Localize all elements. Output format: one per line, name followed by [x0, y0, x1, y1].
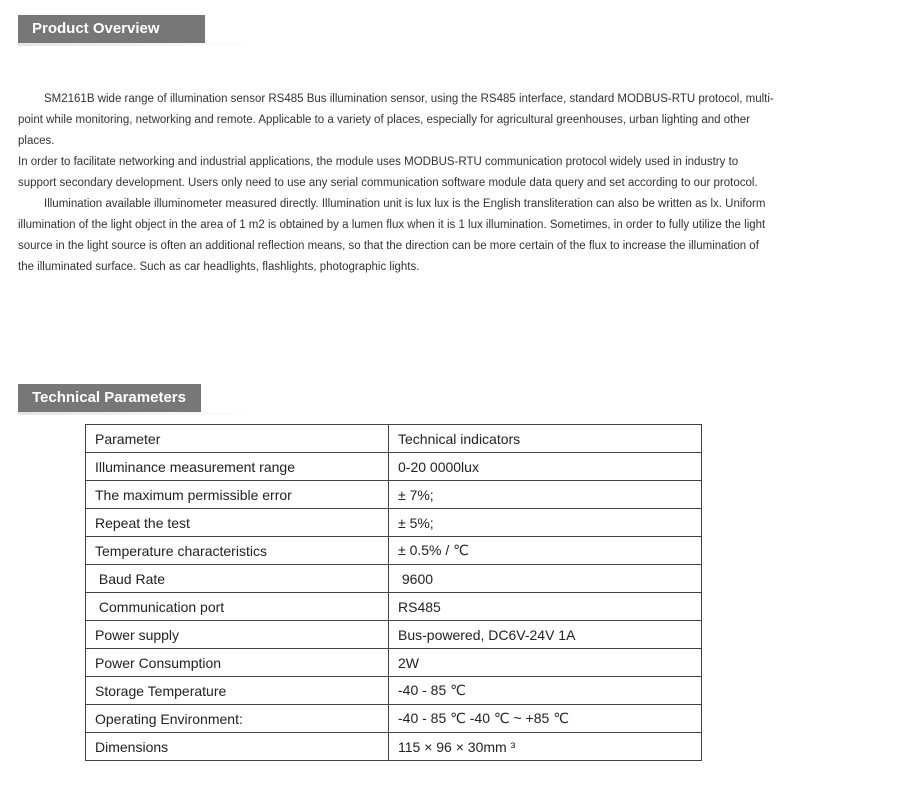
- parameter-cell: The maximum permissible error: [86, 481, 389, 509]
- value-cell: 115 × 96 × 30mm ³: [389, 733, 702, 761]
- parameter-cell: Dimensions: [86, 733, 389, 761]
- table-header-row: [86, 425, 702, 453]
- parameter-cell: Communication port: [86, 593, 389, 621]
- value-cell: -40 - 85 ℃ -40 ℃ ~ +85 ℃: [389, 705, 702, 733]
- value-cell: 9600: [389, 565, 702, 593]
- table-row: [86, 677, 702, 705]
- table-row: [86, 593, 702, 621]
- parameter-cell: Power supply: [86, 621, 389, 649]
- table-row: [86, 481, 702, 509]
- overview-paragraph-2: In order to facilitate networking and industrial applications, the module uses MODBUS-RTU communication protocol widely used in industry to support secondary development. Users only need to use any serial communication software module data query and set according to our protocol.: [18, 156, 758, 189]
- table-header-cell: Parameter: [86, 425, 389, 453]
- table-row: [86, 509, 702, 537]
- value-cell: ± 7%;: [389, 481, 702, 509]
- overview-paragraph-1: SM2161B wide range of illumination sensor RS485 Bus illumination sensor, using the RS485 interface, standard MODBUS-RTU protocol, multi-point while monitoring, networking and remote. Applicable to a variety of places, especially for agricultural greenhouses, urban lighting and other places.: [18, 93, 774, 147]
- header-shadow: [18, 43, 258, 46]
- parameter-cell: Storage Temperature: [86, 677, 389, 705]
- product-overview-text: [18, 89, 778, 278]
- parameter-cell: Baud Rate: [86, 565, 389, 593]
- parameter-cell: Repeat the test: [86, 509, 389, 537]
- value-cell: -40 - 85 ℃: [389, 677, 702, 705]
- table-row: [86, 649, 702, 677]
- header-shadow: [18, 412, 258, 415]
- table-row: [86, 733, 702, 761]
- technical-parameters-table: [85, 424, 702, 761]
- value-cell: RS485: [389, 593, 702, 621]
- parameter-cell: Temperature characteristics: [86, 537, 389, 565]
- value-cell: ± 5%;: [389, 509, 702, 537]
- parameter-cell: Power Consumption: [86, 649, 389, 677]
- parameter-cell: Illuminance measurement range: [86, 453, 389, 481]
- table-row: [86, 621, 702, 649]
- product-overview-header: [18, 15, 205, 43]
- table-row: [86, 537, 702, 565]
- table-row: [86, 565, 702, 593]
- overview-paragraph-3: Illumination available illuminometer measured directly. Illumination unit is lux lux is the English transliteration can also be written as lx. Uniform illumination of the light object in the area of 1 m2 is obtained by a lumen flux when it is 1 lux illumination. Sometimes, in order to fully utilize the light source in the light source is often an additional reflection means, so that the direction can be more certain of the flux to increase the illumination of the illuminated surface. Such as car headlights, flashlights, photographic lights.: [18, 198, 766, 273]
- technical-parameters-header: [18, 384, 201, 412]
- table-row: [86, 705, 702, 733]
- value-cell: Bus-powered, DC6V-24V 1A: [389, 621, 702, 649]
- value-cell: 0-20 0000lux: [389, 453, 702, 481]
- value-cell: 2W: [389, 649, 702, 677]
- parameter-cell: Operating Environment:: [86, 705, 389, 733]
- product-overview-title: Product Overview: [32, 20, 160, 37]
- table-header-cell: Technical indicators: [389, 425, 702, 453]
- table-row: [86, 453, 702, 481]
- value-cell: ± 0.5% / ℃: [389, 537, 702, 565]
- technical-parameters-title: Technical Parameters: [32, 389, 186, 406]
